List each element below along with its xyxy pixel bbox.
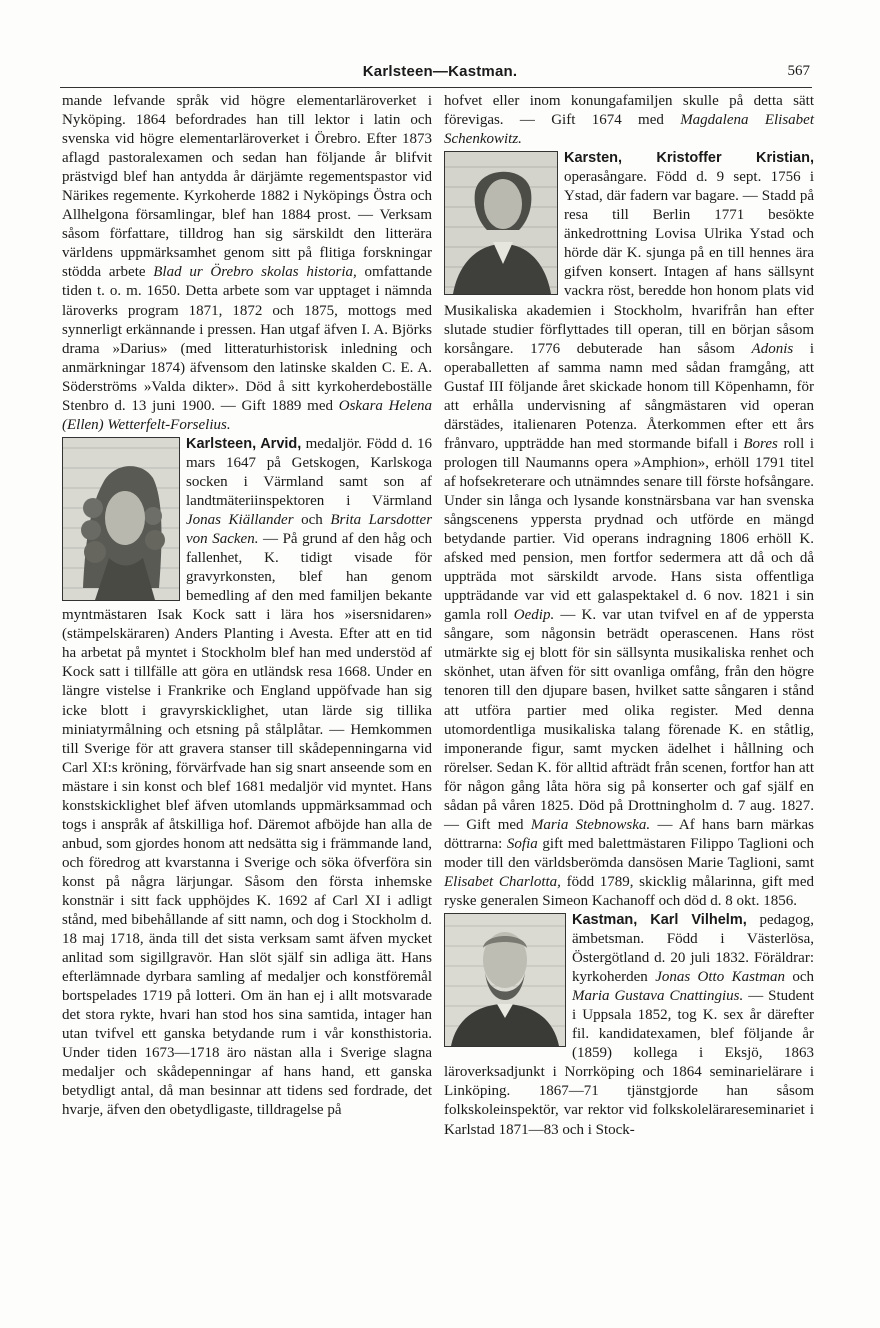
- spouse-name: Magdalena Elisabet Schenkowitz.: [444, 112, 814, 148]
- child-name: Sofia: [506, 835, 538, 852]
- body-text: — K. var utan tvifvel en af de yppersta sångare, som någonsin beträdt operascenen. Hans röst utmärkte sig ej blott för sin sällsynta musikaliska renhet och skönhet, utan äfven för sitt ovanliga omfång, från den högre tenoren till den djupare basen, hvilket satte sångaren i stånd att utföra partier med olika register. Med denna utomordentliga musikaliska talang förenade K. en ståtlig, imponerande figur, samt mycken ädelhet i hållning och rörelser. Sedan K. för alltid afträdt från scenen, fortfor han att för någon gång låta höra sig på konserter och gaf själf en sådan på våren 1825. Död på Drottningholm d. 7 aug. 1827. — Gift med: [444, 607, 815, 833]
- portrait-karlsteen: [62, 437, 180, 601]
- entry-continuation: [62, 92, 432, 435]
- entry-karlsteen: [62, 435, 432, 1121]
- entry-continuation: [444, 92, 814, 149]
- body-text: — Student i Uppsala 1852, tog K. sex år därefter fil. kandidatexamen, blef följande år (1859) kollega i Eksjö, 1863 läroverksadjunkt i Norrköping och 1864 seminarielärare i Linköping. 1867—71 tjänstgjorde han såsom folkskoleinspektör, var rektor vid folkskolelärareseminariet i Karlstad 1871—83 och i Stock-: [444, 988, 814, 1138]
- body-text: hofvet eller inom konungafamiljen skulle på detta sätt förevigas. — Gift 1674 med: [444, 93, 814, 129]
- body-text: medaljör. Född d. 16 mars 1647 på Getskogen, Karlskoga socken i Värmland samt son af landtmäteriinspektoren i Värmland: [186, 435, 432, 509]
- work-title: Blad ur Örebro skolas historia,: [153, 264, 357, 281]
- body-text: roll i prologen till Naumanns opera »Amphion», erhöll 1791 titel af hofsekreterare och utnämndes senare till förste hofsångare. Under sin långa och lysande konstnärsbana var han svenska sångscenens yppersta prydnad och utförde en mängd betydande partier. Vid operans indragning 1806 erhöll K. afsked med pension, men fortfor sedermera att då och då uppträda mot särskildt arvode. Hans sista offentliga uppträdande var vid ett galaspektakel d. 6 nov. 1821 i sin gamla roll: [444, 435, 815, 624]
- body-text: — Af hans barn märkas döttrarna:: [444, 816, 815, 852]
- body-text: i operaballetten af samma namn med sådan framgång, att Gustaf III följande året skickade honom till Köpenhamn, för att erhålla undervisning af sångmästaren vid operan därstädes, italienaren Potenza. Återkommen efter ett års frånvaro, uppträdde han med stormande bifall i: [444, 340, 814, 452]
- body-text: och: [301, 512, 323, 529]
- role-name: Oedip.: [513, 607, 555, 624]
- header-rule: [60, 87, 812, 88]
- page-number: 567: [787, 63, 810, 79]
- right-column: [444, 92, 814, 1140]
- body-text: gift med balettmästaren Filippo Taglioni och moder till den världsberömda dansösen Marie Taglioni, samt: [444, 835, 815, 871]
- role-name: Bores: [743, 435, 778, 452]
- portrait-karsten: [444, 151, 558, 295]
- body-text: omfattande tiden t. o. m. 1650. Detta arbete som var upptaget i nämnda läroverks program 1871, 1872 och 1875, mottogs med synnerligt erkännande i pressen. Han utgaf äfven I. A. Björks drama »Darius» (med litteraturhistorisk inledning och anmärkningar 1874) äfvensom den latinske skalden C. E. A. Söderströms »Valda dikter». Död å sitt kyrkoherdeboställe Stenbro d. 13 juni 1900. — Gift 1889 med: [62, 264, 433, 414]
- body-text: operasångare. Född d. 9 sept. 1756 i Ystad, där fadern var bagare. — Stadd på resa till Berlin 1771 besökte änkedrottning Lovisa Ulrika Ystad och hörde där K. sjunga på en till hennes ära gifven konsert. Intagen af hans sällsynt vackra röst, beredde hon honom plats vid Musikaliska akademien i Stockholm, hvarifrån han efter slutade studier förflyttades till operan, till en början såsom korsångare. 1776 debuterade han såsom: [444, 169, 814, 357]
- entry-headword: Kastman, Karl Vilhelm,: [572, 912, 747, 929]
- entry-headword: Karlsteen, Arvid,: [186, 435, 302, 452]
- parent-name: Jonas Kiällander: [186, 512, 294, 529]
- role-name: Adonis: [751, 340, 794, 357]
- body-text: mande lefvande språk vid högre elementarläroverket i Nyköping. 1864 befordrades han till lektor i latin och svenska vid högre elementarläroverket i Örebro. Efter 1873 aflagd pastoralexamen och sedan han följande år blifvit prästvigd blef han antydda år därjämte regementspastor vid Närikes regemente. Kyrkoherde 1882 i Nyköpings Östra och Allhelgona församlingar, blef han 1884 prost. — Verksam såsom författare, tilldrog han sig särskildt den litterära världens uppmärksamhet genom sitt på flitiga forskningar stödda arbete: [62, 93, 432, 281]
- spouse-name: Maria Stebnowska.: [530, 816, 651, 833]
- entry-karsten: [444, 149, 814, 911]
- left-column: [62, 92, 432, 1121]
- portrait-kastman: [444, 913, 566, 1047]
- parent-name: Brita Larsdotter von Sacken.: [186, 512, 433, 548]
- body-text: född 1789, skicklig målarinna, gift med ryske generalen Simeon Kachanoff och död d. 8 okt. 1856.: [444, 873, 815, 909]
- body-text: pedagog, ämbetsman. Född i Västerlösa, Östergötland d. 20 juli 1832. Föräldrar: kyrkoherden: [572, 912, 815, 986]
- child-name: Elisabet Charlotta,: [444, 873, 561, 890]
- body-text: och: [792, 969, 814, 986]
- entry-headword: Karsten, Kristoffer Kristian,: [564, 150, 814, 167]
- parent-name: Maria Gustava Cnattingius.: [572, 988, 744, 1005]
- entry-kastman: [444, 911, 814, 1140]
- running-head: Karlsteen—Kastman.: [362, 63, 518, 80]
- parent-name: Jonas Otto Kastman: [655, 969, 785, 986]
- body-text: — På grund af den håg och fallenhet, K. tidigt visade för gravyrkonsten, blef han genom bemedling af den med familjen bekante myntmästaren Isak Kock satt i lära hos »isersnidaren» (stämpelskäraren) Anders Planting i Avesta. Efter att en tid ha arbetat på myntet i Stockholm blef han med understöd af Kock satt i tillfälle att göra en utländsk resa 1668. Under en längre vistelse i Frankrike och England uppöfvade han sig icke blott i gravyrskicklighet, utan lärde sig tillika miniatyrmålning och etsning på stålplåtar. — Hemkommen till Sverige för att gravera stanser till skådepenningarna vid Carl XI:s kröning, förvärfvade han sig snart anseende som en mästare i sin konst och blef 1681 medaljör vid myntet. Hans konstskicklighet blef äfven utomlands uppmärksammad och togs i anspråk af åtskilliga hof. Däremot afböjde han alla de anbud, som gjordes honom att nedsätta sig i främmande land, och föredrog att kvarstanna i Sverige och söka öfverföra sin konst på några lärjungar. Såsom den första inhemske konstnär i sitt fack upphöjdes K. 1692 af Carl XI i adligt stånd, med bibehållande af sitt namn, och dog i Stockholm d. 18 maj 1718, ända till det sista verksam samt äfven mycket anlitad som sigillgravör. Han slöt själf sin adliga ätt. Hans efterlämnade dyrbara samling af medaljer och konstföremål bortspelades 1719 på lotteri. Om än han ej i allt motsvarade det stora rykte, hvari han stod hos sina samtida, intager han utan tvifvel ett ganska betydande rum i vår konsthistoria. Under tiden 1673—1718 äro nästan alla i Sverige slagna medaljer och skådepenningar af hans hand, ett ganska betydligt antal, då man besinnar att tidens sed fordrade, det hvarje, äfven den obetydligaste, tilldragelse på: [62, 531, 432, 1119]
- spouse-name: Oskara Helena (Ellen) Wetterfelt-Forselius.: [62, 397, 432, 433]
